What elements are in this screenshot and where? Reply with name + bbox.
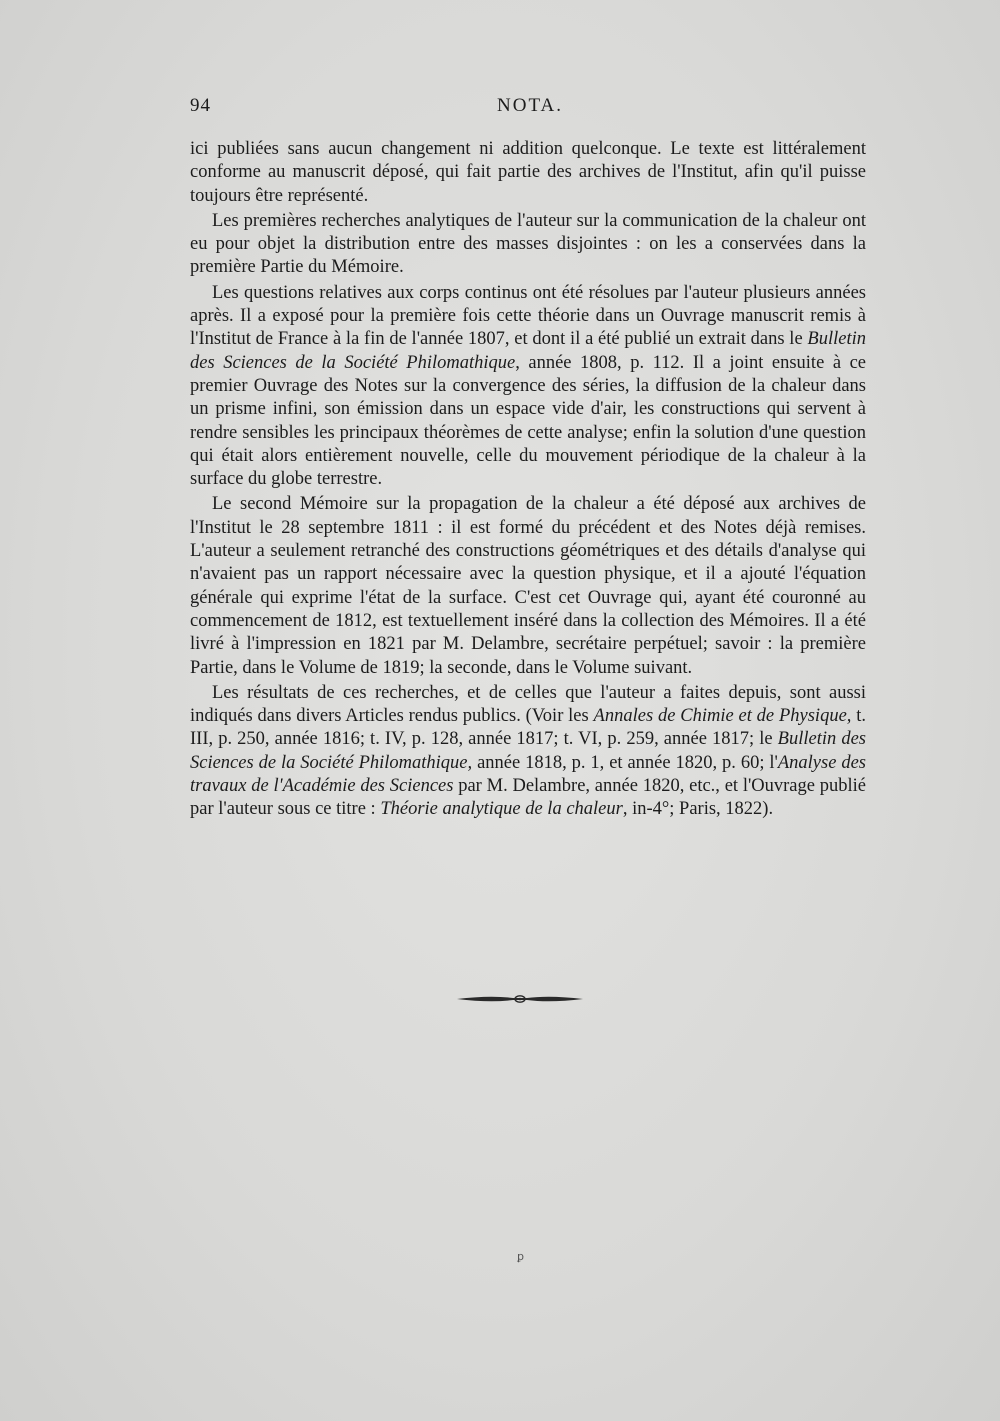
annales-title: Annales de Chimie et de Physique, — [593, 706, 852, 727]
paragraph-5 — [190, 682, 866, 822]
paragraph-3 — [190, 282, 866, 492]
paragraph-5-text-a: Les résultats de ces recherches, et de celles que l'auteur a faites depuis, sont aussi indiqués dans divers Articles rendus publics. (Voir les — [190, 682, 866, 727]
running-title: NOTA. — [497, 95, 563, 116]
theorie-title: Théorie analytique de la chaleur — [380, 799, 623, 820]
paragraph-5-text-i: , in-4°; Paris, 1822). — [622, 799, 774, 820]
page-header — [190, 95, 870, 125]
page-number: 94 — [190, 95, 211, 116]
bulletin-title-2: Bulletin des Sciences de la Société Philomathique, — [190, 729, 866, 773]
body-text — [190, 138, 866, 824]
paragraph-3-text-a: Les questions relatives aux corps continus ont été résolues par l'auteur plusieurs années après. Il a exposé pour la première fois cette théorie dans un Ouvrage manuscrit remis à l'Institut de France à la fin de l'année 1807, et dont il a été publié un extrait dans le — [190, 282, 866, 350]
print-mark: ꝑ — [517, 1251, 524, 1263]
paragraph-4: Le second Mémoire sur la propagation de la chaleur a été déposé aux archives de l'Institut le 28 septembre 1811 : il est formé du précédent et des Notes déjà remises. L'auteur a seulement retranché des constructions géométriques et des détails d'analyse qui n'avaient pas un rapport nécessaire avec la question physique, et il a ajouté l'équation générale qui exprime l'état de la surface. C'est cet Ouvrage qui, ayant été couronné au commencement de 1812, est textuellement inséré dans la collection des Mémoires. Il a été livré à l'impression en 1821 par M. Delambre, secrétaire perpétuel; savoir : la première Partie, dans le Volume de 1819; la seconde, dans le Volume suivant. — [190, 494, 866, 678]
paragraph-3-text-c: , année 1808, p. 112. Il a joint ensuite à ce premier Ouvrage des Notes sur la convergence des séries, la diffusion de la chaleur dans un prisme infini, son émission dans un espace vide d'air, les constructions qui servent à rendre sensibles les principaux théorèmes de cette analyse; enfin la solution d'une question qui était alors entièrement nouvelle, celle du mouvement périodique de la chaleur à la surface du globe terrestre. — [190, 352, 866, 490]
paragraph-5-text-e: année 1818, p. 1, et année 1820, p. 60; l' — [472, 752, 778, 773]
analyse-title: Analyse des travaux de l'Académie des Sciences — [190, 752, 866, 797]
bulletin-title: Bulletin des Sciences de la Société Philomathique — [190, 329, 866, 373]
paragraph-2: Les premières recherches analytiques de l'auteur sur la communication de la chaleur ont eu pour objet la distribution entre des masses disjointes : on les a conservées dans la première Partie du Mémoire. — [190, 210, 866, 278]
paragraph-5-text-c: t. III, p. 250, année 1816; t. IV, p. 128, année 1817; t. VI, p. 259, année 1817; le — [190, 706, 866, 750]
paragraph-1: ici publiées sans aucun changement ni addition quelconque. Le texte est littéralement conforme au manuscrit déposé, qui fait partie des archives de l'Institut, afin qu'il puisse toujours être représenté. — [190, 139, 866, 206]
fleuron-divider-icon — [455, 992, 585, 1006]
paragraph-5-text-g: par M. Delambre, année 1820, etc., et l'Ouvrage publié par l'auteur sous ce titre : — [190, 776, 866, 820]
